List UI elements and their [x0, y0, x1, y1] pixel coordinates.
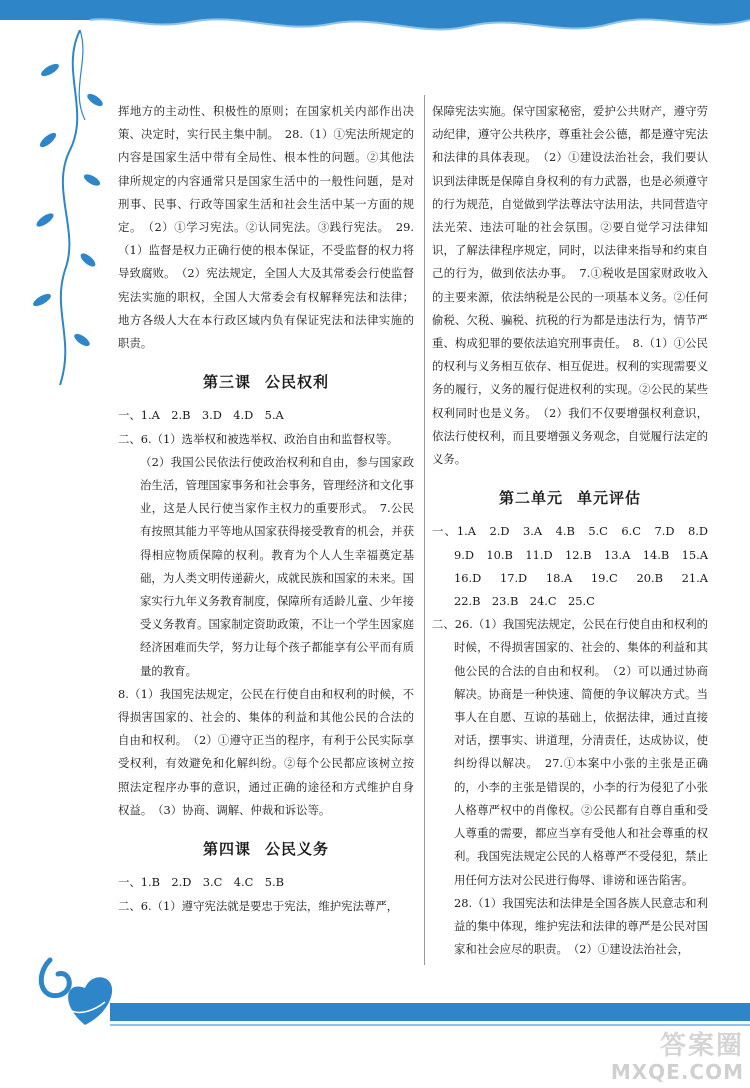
answer-paragraph: 28.（1）我国宪法和法律是全国各族人民意志和利益的集中体现，维护宪法和法律的尊严是公民对国家和社会应尽的职责。 （2）①建设法治社会， — [454, 895, 708, 957]
heading-title: 第四课 — [202, 840, 251, 859]
answer-paragraph: 保障宪法实施。保守国家秘密，爱护公共财产，遵守劳动纪律，遵守公共秩序，尊重社会公德，都是遵守宪法和法律的具体表现。 （2）①建设法治社会，我们要认识到法律既是保障自身权利的有力武器，也是必须遵守的行为规范，自觉做到学法尊法守法用法，共同营造守法光荣、违法可耻的社会氛围。②要自觉学习法律知识，了解法律程序规定，同时，以法律来指导和约束自己的行为，做到依法办事。 7.①税收是国家财政收入的主要来源，依法纳税是公民的一项基本义务。②任何偷税、欠税、骗税、抗税的行为都是违法行为，情节严重、构成犯罪的要依法追究刑事责任。 8.（1）①公民的权利与义务相互依存、相互促进。权利的实现需要义务的履行，义务的履行促进权利的实现。②公民的某些权利同时也是义务。 （2）我们不仅要增强权利意识，依法行使权利，而且要增强义务观念，自觉履行法定的义务。 — [432, 104, 708, 467]
answer-choice-line: 一、1.A 2.B 3.D 4.D 5.A — [118, 408, 284, 423]
right-column — [432, 100, 720, 961]
section-heading-lesson3 — [118, 371, 414, 394]
answer-paragraph: 二、6.（1）选举权和被选举权、政治自由和监督权等。 — [118, 431, 399, 446]
answer-paragraph: 挥地方的主动性、积极性的原则；在国家机关内部作出决策、决定时，实行民主集中制。 28.（1）①宪法所规定的内容是国家生活中带有全局性、根本性的问题。②其他法律所规定的内容通常只是国家生活中的一般性问题，是对刑事、民事、行政等国家生活和社会生活中某一方面的规定。 （2）①学习宪法。②认同宪法。③践行宪法。 29.（1）监督是权力正确行使的根本保证，不受监督的权力将导致腐败。 （2）宪法规定，全国人大及其常委会行使监督宪法实施的职权，全国人大常委会有权解释宪法和法律；地方各级人大在本行政区域内负有保证宪法和法律实施的职责。 — [118, 104, 414, 351]
vine-decoration — [20, 30, 110, 390]
answer-paragraph: 8.（1）我国宪法规定，公民在行使自由和权利的时候，不得损害国家的、社会的、集体的利益和其他公民的合法的自由和权利。 （2）①遵守正当的程序，有利于公民实际享受权利，有效避免和化解纠纷。②每个公民都应该树立按照法定程序办事的意识，通过正确的途径和方式维护自身权益。 （3）协商、调解、仲裁和诉讼等。 — [118, 686, 414, 817]
heading-subtitle: 公民义务 — [265, 840, 330, 859]
section-heading-unit2 — [432, 487, 708, 510]
answer-paragraph: 二、6.（1）遵守宪法就是要忠于宪法，维护宪法尊严， — [118, 898, 399, 913]
watermark — [611, 1025, 744, 1084]
section-heading-lesson4 — [118, 838, 414, 861]
heading-title: 第二单元 — [498, 489, 563, 508]
watermark-logo: 答案圈 — [659, 1031, 744, 1061]
answer-paragraph: （2）我国公民依法行使政治权利和自由，参与国家政治生活，管理国家事务和社会事务，管理经济和文化事业，这是人民行使当家作主权力的重要形式。 7.公民有按照其能力平等地从国家获得接受教育的机会，并获得相应物质保障的权利。教育为个人人生幸福奠定基础，为人类文明传递薪火，成就民族和国家的未来。国家实行九年义务教育制度，保障所有适龄儿童、少年接受义务教育。国家制定资助政策，不让一个学生因家庭经济困难而失学，努力让每个孩子都能享有公平而有质量的教育。 — [140, 454, 414, 678]
watermark-url: MXQE.COM — [610, 1060, 744, 1084]
heading-subtitle: 公民权利 — [265, 373, 330, 392]
left-column — [118, 100, 414, 918]
footer-bar — [110, 1003, 750, 1021]
top-wave-decoration — [0, 0, 750, 60]
column-divider — [424, 95, 425, 965]
answer-paragraph: 二、26.（1）我国宪法规定，公民在行使自由和权利的时候，不得损害国家的、社会的、集体的利益和其他公民的合法的自由和权利。 （2）可以通过协商解决。协商是一种快速、简便的争议解决方式。当事人在自愿、互谅的基础上，依据法律，通过直接对话，摆事实、讲道理，分清责任，达成协议，使纠纷得以解决。 27.①本案中小张的主张是正确的，小李的主张是错误的，小李的行为侵犯了小张人格尊严权中的肖像权。②公民都有自尊自重和受人尊重的需要，都应当享有受他人和社会尊重的权利。我国宪法规定公民的人格尊严不受侵犯，禁止用任何方法对公民进行侮辱、诽谤和诬告陷害。 — [432, 617, 708, 887]
answer-choice-line: 一、1.B 2.D 3.C 4.C 5.B — [118, 875, 284, 890]
heading-subtitle: 单元评估 — [577, 489, 642, 508]
answer-choice-block: 一、1.A 2.D 3.A 4.B 5.C 6.C 7.D 8.D 9.D 10.B 11.D 12.B 13.A 14.B 15.A 16.D 17.D 18.A 19.C 20.B 21.A 22.B 23.B 24.C 25.C — [432, 524, 720, 609]
heading-title: 第三课 — [202, 373, 251, 392]
